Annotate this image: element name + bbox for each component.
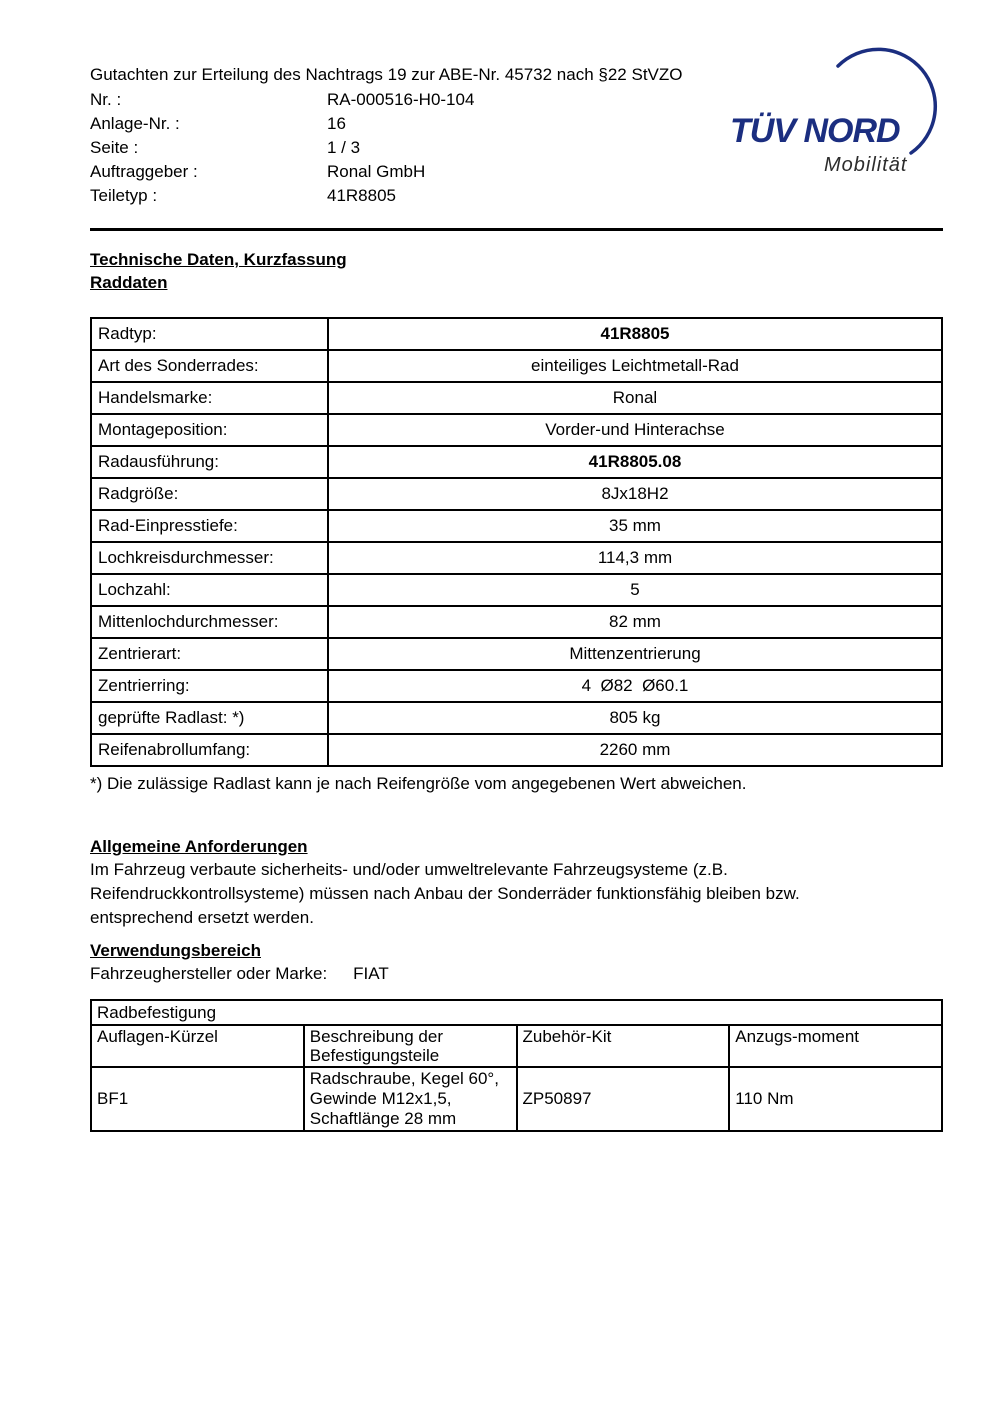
mounting-table-header-row	[91, 1025, 942, 1067]
table-row	[91, 638, 942, 670]
row-label: Lochzahl:	[91, 574, 328, 606]
mounting-kit-cell: ZP50897	[517, 1067, 730, 1131]
field-teiletyp	[90, 184, 943, 208]
table-row	[91, 318, 942, 350]
row-value: 5	[328, 574, 942, 606]
row-value: 4 Ø82 Ø60.1	[328, 670, 942, 702]
field-value: 16	[327, 114, 346, 133]
row-value: 8Jx18H2	[328, 478, 942, 510]
row-value: Vorder-und Hinterachse	[328, 414, 942, 446]
row-value: 2260 mm	[328, 734, 942, 766]
vehicle-manufacturer-label: Fahrzeughersteller oder Marke:	[90, 964, 328, 983]
field-label: Anlage-Nr. :	[90, 114, 180, 133]
column-header-auflagen-kuerzel: Auflagen-Kürzel	[91, 1025, 304, 1067]
column-header-beschreibung: Beschreibung der Befestigungsteile	[304, 1025, 517, 1067]
document-title: Gutachten zur Erteilung des Nachtrags 19 zur ABE-Nr. 45732 nach §22 StVZO	[90, 65, 683, 84]
row-value: 41R8805.08	[328, 446, 942, 478]
vehicle-manufacturer-value: FIAT	[353, 964, 389, 983]
mounting-torque-cell: 110 Nm	[729, 1067, 942, 1131]
field-label: Auftraggeber :	[90, 162, 198, 181]
row-label: Handelsmarke:	[91, 382, 328, 414]
field-label: Nr. :	[90, 90, 122, 109]
table-row	[91, 702, 942, 734]
row-label: Zentrierring:	[91, 670, 328, 702]
section-heading-verwendungsbereich: Verwendungsbereich	[90, 941, 261, 960]
table-row	[91, 734, 942, 766]
table-row	[91, 414, 942, 446]
radlast-footnote: *) Die zulässige Radlast kann je nach Reifengröße vom angegebenen Wert abweichen.	[90, 774, 747, 793]
row-label: Montageposition:	[91, 414, 328, 446]
row-value: Ronal	[328, 382, 942, 414]
row-label: Mittenlochdurchmesser:	[91, 606, 328, 638]
row-label: Zentrierart:	[91, 638, 328, 670]
table-row	[91, 478, 942, 510]
general-requirements-section	[90, 835, 943, 930]
document-header	[90, 64, 943, 208]
table-row	[91, 606, 942, 638]
table-row	[91, 670, 942, 702]
field-value: 1 / 3	[327, 138, 361, 157]
row-label: Radgröße:	[91, 478, 328, 510]
row-label: Radtyp:	[91, 318, 328, 350]
table-row	[91, 510, 942, 542]
row-label: Radausführung:	[91, 446, 328, 478]
row-label: Art des Sonderrades:	[91, 350, 328, 382]
row-label: Rad-Einpresstiefe:	[91, 510, 328, 542]
logo-brand-text: TÜV NORD	[730, 112, 900, 150]
row-label: Reifenabrollumfang:	[91, 734, 328, 766]
row-value: einteiliges Leichtmetall-Rad	[328, 350, 942, 382]
table-row	[91, 542, 942, 574]
table-row	[91, 446, 942, 478]
field-value: RA-000516-H0-104	[327, 90, 475, 109]
field-value: Ronal GmbH	[327, 162, 426, 181]
row-value: 114,3 mm	[328, 542, 942, 574]
general-requirements-line: Im Fahrzeug verbaute sicherheits- und/oder umweltrelevante Fahrzeugsysteme (z.B.	[90, 860, 728, 879]
row-value: Mittenzentrierung	[328, 638, 942, 670]
wheel-data-table	[90, 317, 943, 767]
header-divider	[90, 228, 943, 231]
usage-area-section	[90, 939, 943, 986]
vehicle-manufacturer-line	[90, 962, 943, 986]
mounting-table-title-row	[91, 1000, 942, 1025]
table-row	[91, 382, 942, 414]
section-heading-raddaten: Raddaten	[90, 273, 168, 292]
column-header-anzugsmoment: Anzugs-moment	[729, 1025, 942, 1067]
column-header-zubehoer-kit: Zubehör-Kit	[517, 1025, 730, 1067]
row-value: 35 mm	[328, 510, 942, 542]
row-value: 82 mm	[328, 606, 942, 638]
tuev-nord-logo	[728, 40, 943, 180]
general-requirements-line: entsprechend ersetzt werden.	[90, 908, 314, 927]
technical-section-headings	[90, 248, 943, 294]
mounting-description-cell: Radschraube, Kegel 60°, Gewinde M12x1,5, Schaftlänge 28 mm	[304, 1067, 517, 1131]
mounting-table-data-row	[91, 1067, 942, 1131]
tuev-nord-logo-graphic	[728, 40, 943, 180]
general-requirements-line: Reifendruckkontrollsysteme) müssen nach Anbau der Sonderräder funktionsfähig bleiben bzw.	[90, 884, 800, 903]
field-value: 41R8805	[327, 186, 397, 205]
row-label: geprüfte Radlast: *)	[91, 702, 328, 734]
table-row	[91, 574, 942, 606]
logo-tagline-text: Mobilität	[824, 154, 908, 176]
row-label: Lochkreisdurchmesser:	[91, 542, 328, 574]
section-heading-technische-daten: Technische Daten, Kurzfassung	[90, 250, 347, 269]
mounting-code-cell: BF1	[91, 1067, 304, 1131]
section-heading-allgemeine-anforderungen: Allgemeine Anforderungen	[90, 837, 308, 856]
row-value: 805 kg	[328, 702, 942, 734]
table-row	[91, 350, 942, 382]
wheel-mounting-table	[90, 999, 943, 1132]
mounting-table-title: Radbefestigung	[91, 1000, 942, 1025]
field-label: Seite :	[90, 138, 139, 157]
field-label: Teiletyp :	[90, 186, 158, 205]
row-value: 41R8805	[328, 318, 942, 350]
